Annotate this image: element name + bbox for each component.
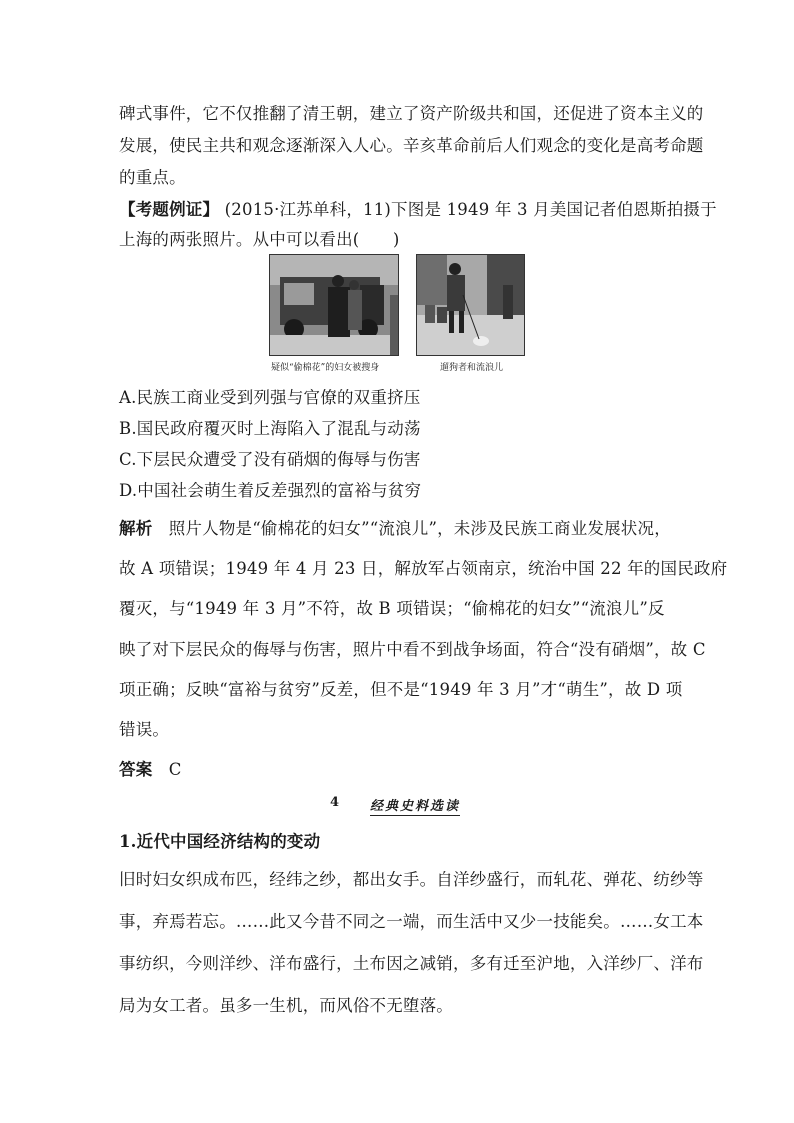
source-line-3: 事纺织，今则洋纱、洋布盛行，土布因之减销，多有迁至沪地，入洋纱厂、洋布 <box>119 954 704 973</box>
analysis-line-4: 映了对下层民众的侮辱与伤害，照片中看不到战争场面，符合“没有硝烟”，故 C <box>119 640 706 659</box>
analysis-line-5: 项正确；反映“富裕与贫穷”反差，但不是“1949 年 3 月”才“萌生”，故 D 项 <box>119 680 683 699</box>
photo-dog-walker-image <box>417 255 524 355</box>
photo-1-caption: 疑似“偷棉花”的妇女被搜身 <box>271 363 380 373</box>
answer-line <box>119 756 182 780</box>
section-title: 经典史料选读 <box>370 795 460 816</box>
source-line-1: 旧时妇女织成布匹，经纬之纱，都出女手。自洋纱盛行，而轧花、弹花、纺纱等 <box>119 870 704 889</box>
option-b: B.国民政府覆灭时上海陷入了混乱与动荡 <box>119 419 421 438</box>
intro-line-3: 的重点。 <box>119 168 186 187</box>
source-line-4: 局为女工者。虽多一生机，而风俗不无堕落。 <box>119 996 453 1015</box>
photo-dog-walker <box>416 254 525 356</box>
analysis-line-1 <box>119 515 671 539</box>
intro-line-2: 发展，使民主共和观念逐渐深入人心。辛亥革命前后人们观念的变化是高考命题 <box>119 136 704 155</box>
option-d: D.中国社会萌生着反差强烈的富裕与贫穷 <box>119 481 422 500</box>
answer-value: C <box>168 760 182 779</box>
analysis-line-2: 故 A 项错误；1949 年 4 月 23 日，解放军占领南京，统治中国 22 年的国民政府 <box>119 559 728 578</box>
example-question-line-1 <box>119 196 717 220</box>
subsection-title: 1.近代中国经济结构的变动 <box>119 832 321 851</box>
photo-2-caption: 遛狗者和流浪儿 <box>440 363 504 373</box>
photo-woman-searched-image <box>270 255 398 355</box>
example-source: (2015·江苏单科，11)下图是 1949 年 3 月美国记者伯恩斯拍摄于 <box>224 200 717 219</box>
source-line-2: 事，弃焉若忘。……此又今昔不同之一端，而生活中又少一技能矣。……女工本 <box>119 912 704 931</box>
analysis-line-3: 覆灭，与“1949 年 3 月”不符，故 B 项错误；“偷棉花的妇女”“流浪儿”反 <box>119 599 665 618</box>
option-c: C.下层民众遭受了没有硝烟的侮辱与伤害 <box>119 450 421 469</box>
photo-woman-searched <box>269 254 399 356</box>
option-a: A.民族工商业受到列强与官僚的双重挤压 <box>119 388 421 407</box>
answer-label: 答案 <box>119 760 153 779</box>
analysis-line-6: 错误。 <box>119 720 170 739</box>
example-tag: 【考题例证】 <box>119 200 220 219</box>
analysis-label: 解析 <box>119 519 153 538</box>
intro-line-1: 碑式事件，它不仅推翻了清王朝，建立了资产阶级共和国，还促进了资本主义的 <box>119 104 704 123</box>
section-number: 4 <box>330 795 340 810</box>
analysis-text-1: 照片人物是“偷棉花的妇女”“流浪儿”，未涉及民族工商业发展状况， <box>168 519 671 538</box>
example-question-line-2: 上海的两张照片。从中可以看出( ) <box>119 230 400 249</box>
